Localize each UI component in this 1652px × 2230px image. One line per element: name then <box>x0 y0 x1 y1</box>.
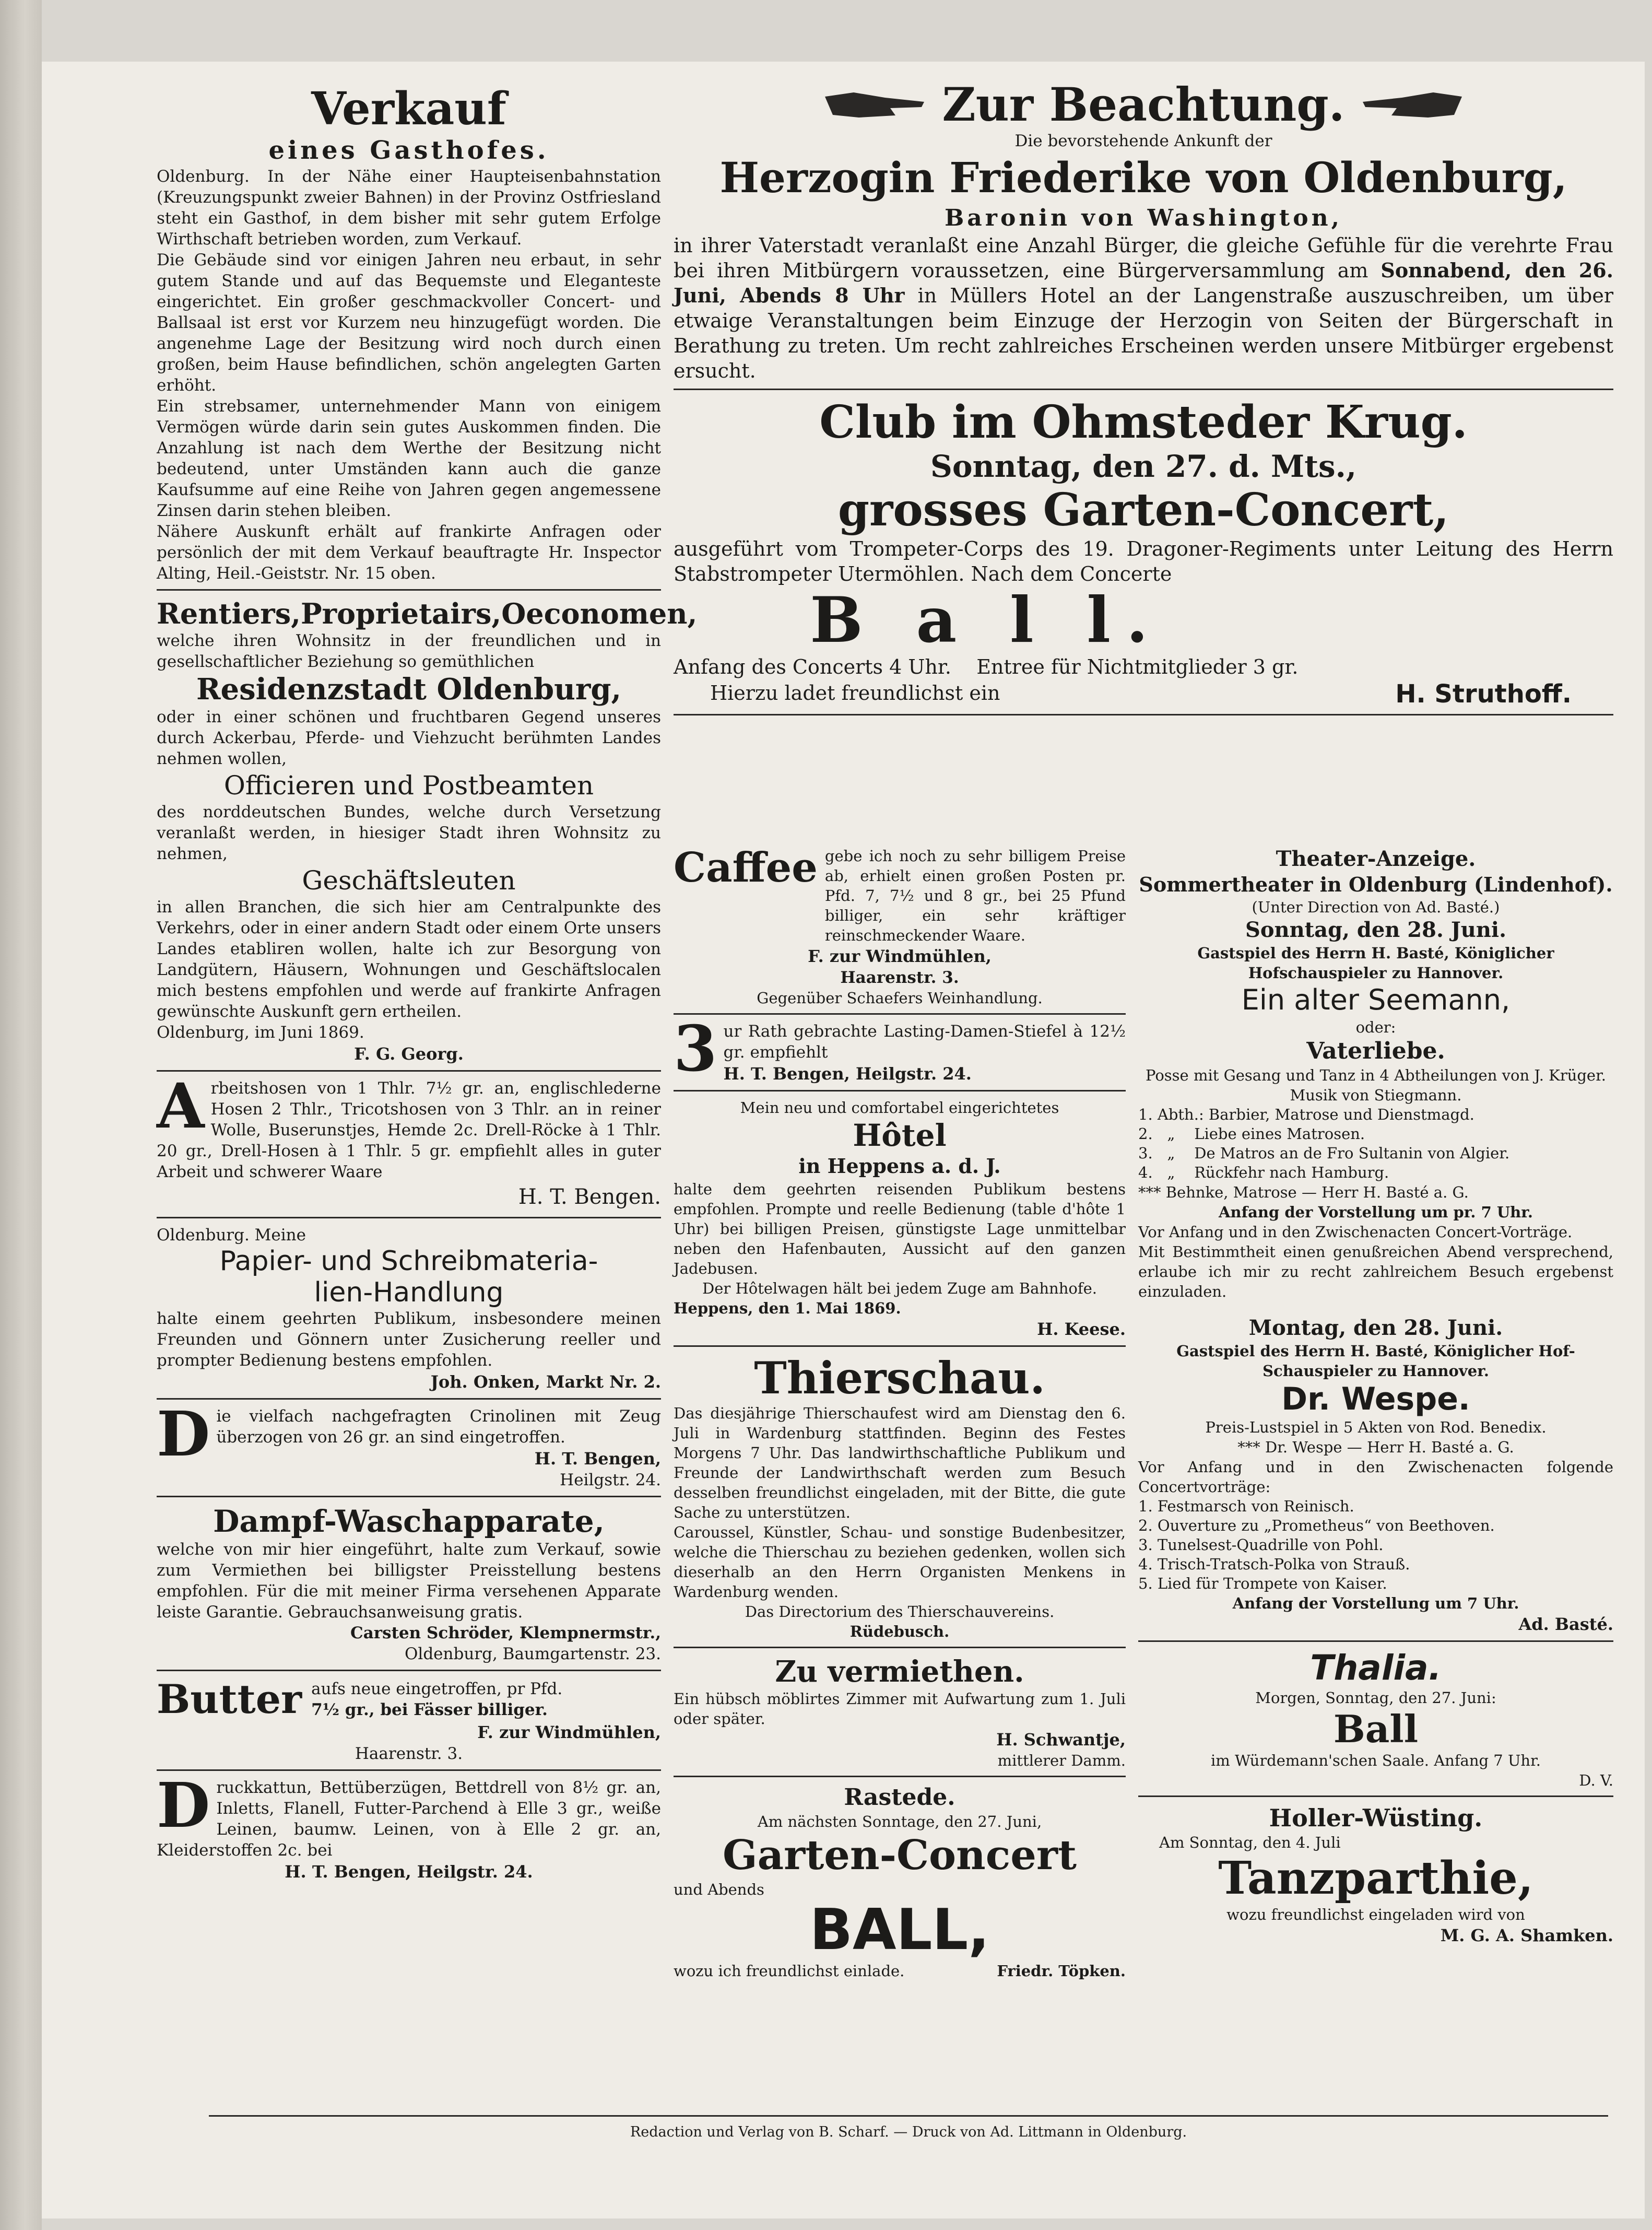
ad-dampf <box>157 1504 661 1664</box>
ad-text: Anfang der Vorstellung um 7 Uhr. <box>1232 1594 1519 1612</box>
ad-text: im Würdemann'schen Saale. Anfang 7 Uhr. <box>1211 1752 1541 1769</box>
divider <box>157 1398 661 1400</box>
ad-text: Der Hôtelwagen hält bei jedem Zuge am Bahnhofe. <box>702 1280 1097 1297</box>
ad-heading: Ball <box>1333 1707 1419 1751</box>
ad-druckkattun <box>157 1769 661 1883</box>
ad-text: Anfang der Vorstellung um pr. 7 Uhr. <box>1219 1203 1533 1221</box>
ad-title: Hôtel <box>853 1118 947 1153</box>
ad-address: Oldenburg, Baumgartenstr. 23. <box>405 1645 661 1663</box>
pointing-hand-left-icon <box>1360 86 1465 123</box>
ad-text: Mit Bestimmtheit einen genußreichen Abend versprechend, erlaube ich mir zu recht zahlreichem Besuch ergebenst einzuladen. <box>1138 1243 1613 1300</box>
divider <box>1138 1795 1613 1797</box>
ad-signature: H. T. Bengen, Heilgstr. 24. <box>723 1064 972 1084</box>
ad-text: in allen Branchen, die sich hier am Centralpunkte des Verkehrs, oder in einer andern Stadt oder einem Orte unsers Landes etabliren wollen, halte ich zur Besorgung von Landgütern, Häusern, Wohnungen und Geschäftslocalen mich bestens empfohlen und werde auf frankirte Anfragen gewünschte Auskunft gern ertheilen. <box>157 898 661 1021</box>
ad-heading: Vaterliebe. <box>1306 1038 1445 1064</box>
ad-text: wozu ich freundlichst einlade. <box>674 1962 905 1980</box>
ad-stiefel <box>674 1012 1126 1086</box>
drop-cap: 3 <box>674 1012 717 1086</box>
ad-address: Heilgstr. 24. <box>560 1471 661 1489</box>
ad-text: Die bevorstehende Ankunft der <box>1014 132 1272 150</box>
ad-date: Sonntag, den 27. d. Mts., <box>930 449 1357 484</box>
divider <box>674 1776 1126 1777</box>
ad-heading: grosses Garten-Concert, <box>837 484 1449 536</box>
ad-text: Gastspiel des Herrn H. Basté, Königlicher Hof-Schauspieler zu Hannover. <box>1176 1342 1575 1380</box>
ad-date: Sonnabend, den 26. Juni, Abends 8 Uhr <box>674 259 1613 307</box>
ad-text: Am nächsten Sonntage, den 27. Juni, <box>757 1813 1042 1830</box>
ad-butter <box>157 1677 661 1764</box>
ad-title: Papier- und Schreibmateria- <box>219 1246 598 1277</box>
list-item: 5. Lied für Trompete von Kaiser. <box>1138 1575 1387 1592</box>
ad-holler <box>1138 1803 1613 1946</box>
divider <box>674 1013 1126 1015</box>
ad-title: Caffee <box>674 844 818 891</box>
ad-arbeitshosen <box>157 1070 661 1212</box>
divider <box>157 1070 661 1072</box>
ad-text: wozu freundlichst eingeladen wird von <box>1226 1906 1525 1923</box>
ad-signature: H. T. Bengen. <box>518 1185 661 1209</box>
divider <box>674 1647 1126 1648</box>
ad-date: Montag, den 28. Juni. <box>1248 1316 1503 1340</box>
ad-rastede <box>674 1783 1126 1981</box>
ad-text: Das diesjährige Thierschaufest wird am Dienstag den 6. Juli in Wardenburg stattfinden. Beginn des Festes Morgens 7 Uhr. Das landwirthschaftliche Publikum und Freunde der Landwirthschaft werden zum Besuch desselben freundlichst eingeladen, mit der Bitte, die gute Sache zu unterstützen. <box>674 1404 1126 1521</box>
ad-text: oder: <box>1355 1018 1396 1036</box>
ad-heading: Geschäftsleuten <box>302 865 516 896</box>
ad-text: (Unter Direction von Ad. Basté.) <box>1252 898 1500 916</box>
ad-text: Gastspiel des Herrn H. Basté, Königlicher Hofschauspieler zu Hannover. <box>1197 944 1554 982</box>
ad-address: Haarenstr. 3. <box>355 1744 463 1763</box>
ad-heading: Tanzparthie, <box>1218 1852 1533 1905</box>
ad-title: Zu vermiethen. <box>775 1654 1024 1689</box>
ad-text: in Müllers Hotel an der Langenstraße auszuschreiben, um über etwaige Veranstaltungen beim Einzuge der Herzogin von Seiten der Bürgerschaft in Berathung zu treten. Um recht zahlreiches Erscheinen werden unsere Mitbürger ergebenst ersucht. <box>674 284 1613 382</box>
ad-title: Holler-Wüsting. <box>1269 1804 1483 1832</box>
ad-signature: H. Schwantje, <box>996 1730 1126 1750</box>
ad-theater <box>1138 846 1613 1635</box>
ad-thalia <box>1138 1648 1613 1790</box>
ad-address: Haarenstr. 3. <box>840 968 959 987</box>
ad-text: Nähere Auskunft erhält auf frankirte Anfragen oder persönlich der mit dem Verkauf beauftragte Hr. Inspector Alting, Heil.-Geiststr. Nr. 15 oben. <box>157 522 661 583</box>
ad-title: Butter <box>157 1676 302 1722</box>
divider <box>157 1217 661 1218</box>
ad-text: Das Directorium des Thierschauvereins. <box>745 1603 1055 1621</box>
ad-title: lien-Handlung <box>314 1277 504 1308</box>
ad-title: Verkauf <box>311 83 506 135</box>
divider <box>157 1769 661 1771</box>
ad-text: 7½ gr., bei Fässer billiger. <box>311 1700 548 1719</box>
ad-title: Thalia. <box>1310 1648 1442 1688</box>
ad-heading: Dr. Wespe. <box>1281 1381 1470 1417</box>
ad-signature: F. zur Windmühlen, <box>477 1722 661 1742</box>
ad-signature: Rüdebusch. <box>849 1623 950 1640</box>
ad-text: rbeitshosen von 1 Thlr. 7½ gr. an, englischlederne Hosen 2 Thlr., Tricotshosen von 3 Thlr. an in reiner Wolle, Buserunstjes, Hemde 2c. Drell-Röcke à 1 Thlr. 20 gr., Drell-Hosen à 1 Thlr. 5 gr. empfiehlt alles in guter Arbeit und schwerer Waare <box>157 1079 661 1181</box>
ad-signature: Joh. Onken, Markt Nr. 2. <box>430 1372 661 1392</box>
ad-address: Gegenüber Schaefers Weinhandlung. <box>757 989 1043 1007</box>
drop-cap: D <box>157 1769 210 1841</box>
ad-heading: BALL, <box>809 1897 990 1963</box>
ad-title: Zur Beachtung. <box>942 77 1345 132</box>
ad-heading: Ein alter Seemann, <box>1241 983 1511 1016</box>
program-list <box>1138 1497 1613 1593</box>
ad-text: Ein strebsamer, unternehmender Mann von einigem Vermögen würde darin sein gutes Auskommen finden. Die Anzahlung ist nach dem Werthe der Besitzung nicht bedeutend, unter Umständen kann auch die ganze Kaufsumme auf eine Reihe von Jahren gegen angemessene Zinsen darin stehen bleiben. <box>157 397 661 520</box>
ad-vermiethen <box>674 1654 1126 1770</box>
pointing-hand-right-icon <box>822 86 927 123</box>
divider <box>1138 1640 1613 1642</box>
ad-heading: Officieren und Postbeamten <box>223 770 594 801</box>
imprint-footer: Redaction und Verlag von B. Scharf. — Druck von Ad. Littmann in Oldenburg. <box>209 2115 1608 2140</box>
ad-text: *** Dr. Wespe — Herr H. Basté a. G. <box>1237 1438 1514 1456</box>
divider <box>157 1496 661 1497</box>
ad-signature: F. G. Georg. <box>354 1044 464 1064</box>
ad-thierschau <box>674 1353 1126 1641</box>
ad-text: Am Sonntag, den 4. Juli <box>1159 1834 1341 1851</box>
ad-text: halte dem geehrten reisenden Publikum bestens empfohlen. Prompte und reelle Bedienung (table d'hôte 1 Uhr) bei billigen Preisen, günstigste Lage unmittelbar neben den Hafenbauten, Aussicht auf den ganzen Jadebusen. <box>674 1180 1126 1277</box>
divider <box>674 389 1613 390</box>
ad-text: Posse mit Gesang und Tanz in 4 Abtheilungen von J. Krüger. Musik von Stiegmann. <box>1146 1066 1606 1104</box>
ad-text: *** Behnke, Matrose — Herr H. Basté a. G. <box>1138 1183 1469 1201</box>
ad-heading: B a l l. <box>810 583 1164 657</box>
ad-text: Morgen, Sonntag, den 27. Juni: <box>1255 1689 1496 1707</box>
ad-text: welche von mir hier eingeführt, halte zum Verkauf, sowie zum Vermiethen bei billigster Preisstellung bestens empfohlen. Für die mit meiner Firma versehenen Apparate leiste Garantie. Gebrauchsanweisung gratis. <box>157 1540 661 1622</box>
ad-crinolinen <box>157 1398 661 1490</box>
ad-signature: Friedr. Töpken. <box>997 1962 1126 1980</box>
ad-text: oder in einer schönen und fruchtbaren Gegend unseres durch Ackerbau, Pferde- und Viehzucht berühmten Landes nehmen wollen, <box>157 708 661 768</box>
ad-title: Theater-Anzeige. <box>1276 847 1476 871</box>
ad-signature: Carsten Schröder, Klempnermstr., <box>350 1624 661 1642</box>
ad-text: und Abends <box>674 1881 764 1898</box>
ad-title: Dampf-Waschapparate, <box>213 1504 605 1539</box>
drop-cap: D <box>157 1398 210 1470</box>
list-item: 2. Ouverture zu „Prometheus“ von Beethoven. <box>1138 1517 1495 1534</box>
ad-title: Rentiers,Proprietairs,Oeconomen, <box>157 597 698 630</box>
ad-signature: H. Struthoff. <box>1395 679 1572 709</box>
act-list <box>1138 1105 1613 1182</box>
ad-papier <box>157 1225 661 1393</box>
ad-title: Club im Ohmsteder Krug. <box>819 396 1468 449</box>
ad-subheading: Baronin von Washington, <box>945 205 1342 231</box>
ad-text: welche ihren Wohnsitz in der freundlichen und in gesellschaftlicher Beziehung so gemüthlichen <box>157 631 661 671</box>
ad-signature: F. zur Windmühlen, <box>808 946 992 966</box>
ad-text: Hierzu ladet freundlichst ein <box>710 682 1000 705</box>
ad-text: Die Gebäude sind vor einigen Jahren neu erbaut, in sehr gutem Stande und auf das Bequemste und Eleganteste eingerichtet. Ein großer geschmackvoller Concert- und Ballsaal ist erst vor Kurzem neu hinzugefügt worden. Die angenehme Lage der Besitzung wird noch durch einen großen, beim Hause befindlichen, schön angelegten Garten erhöht. <box>157 251 661 395</box>
list-item: 1. Abth.: Barbier, Matrose und Dienstmagd. <box>1138 1106 1474 1123</box>
ad-signature: H. T. Bengen, Heilgstr. 24. <box>285 1862 533 1882</box>
ad-text: Anfang des Concerts 4 Uhr. Entree für Nichtmitglieder 3 gr. <box>674 655 1299 678</box>
list-item: 1. Festmarsch von Reinisch. <box>1138 1497 1354 1515</box>
ad-heading: Herzogin Friederike von Oldenburg, <box>719 153 1567 202</box>
ad-signature: M. G. A. Shamken. <box>1440 1926 1613 1945</box>
ad-caffee <box>674 846 1126 1008</box>
ad-text: Ein hübsch möblirtes Zimmer mit Aufwartung zum 1. Juli oder später. <box>674 1690 1126 1728</box>
binding-gutter <box>0 0 42 2230</box>
ad-text: Oldenburg. Meine <box>157 1226 306 1245</box>
divider <box>157 1670 661 1671</box>
ad-text: in ihrer Vaterstadt veranlaßt eine Anzahl Bürger, die gleiche Gefühle für die verehrte Frau bei ihren Mitbürgern voraussetzen, eine Bürgerversammlung am <box>674 234 1613 282</box>
column-middle <box>674 846 1126 1984</box>
ad-text: aufs neue eingetroffen, pr Pfd. <box>311 1680 563 1698</box>
list-item: 3. Tunelsest-Quadrille von Pohl. <box>1138 1536 1384 1554</box>
divider <box>674 1090 1126 1091</box>
ad-hotel <box>674 1098 1126 1340</box>
ad-signature: Ad. Basté. <box>1518 1614 1613 1634</box>
column-right <box>1138 846 1613 1950</box>
ad-text: Caroussel, Künstler, Schau- und sonstige Budenbesitzer, welche die Thierschau zu beziehen gedenken, wollen sich dieserhalb an den Herrn Organisten Menkens in Wardenburg wenden. <box>674 1523 1126 1601</box>
ad-text: gebe ich noch zu sehr billigem Preise ab, erhielt einen großen Posten pr. Pfd. 7, 7½ und 8 gr., bei 25 Pfund billiger, ein sehr kräftiger reinschmeckender Waare. <box>824 847 1126 944</box>
ad-heading: Sommertheater in Oldenburg (Lindenhof). <box>1139 873 1613 896</box>
ad-text: Vor Anfang und in den Zwischenacten folgende Concertvorträge: <box>1138 1458 1613 1496</box>
drop-cap: A <box>157 1070 205 1142</box>
ad-date: Sonntag, den 28. Juni. <box>1245 918 1507 942</box>
ad-signature: D. V. <box>1579 1771 1613 1789</box>
ad-text: Oldenburg. In der Nähe einer Haupteisenbahnstation (Kreuzungspunkt zweier Bahnen) in der Provinz Ostfriesland steht ein Gasthof, in dem bisher mit sehr gutem Erfolge Wirthschaft betrieben worden, zum Verkauf. <box>157 167 661 249</box>
ad-address: mittlerer Damm. <box>997 1752 1126 1769</box>
list-item: 4. Trisch-Tratsch-Polka von Strauß. <box>1138 1555 1410 1573</box>
ad-text: ie vielfach nachgefragten Crinolinen mit Zeug überzogen von 26 gr. an sind eingetroffen. <box>216 1407 661 1447</box>
header-beachtung <box>674 78 1613 722</box>
ad-date: Oldenburg, im Juni 1869. <box>157 1023 364 1042</box>
ad-date: Heppens, den 1. Mai 1869. <box>674 1299 901 1317</box>
ad-verkauf <box>157 84 661 584</box>
ad-text: ruckkattun, Bettüberzügen, Bettdrell von 8½ gr. an, Inletts, Flanell, Futter-Parchend à Elle 3 gr., weiße Leinen, baumw. Leinen, von à Elle 2 gr. an, Kleiderstoffen 2c. bei <box>157 1778 661 1860</box>
ad-text: Mein neu und comfortabel eingerichtetes <box>740 1099 1059 1117</box>
ad-title: Rastede. <box>844 1784 955 1811</box>
ad-title: Thierschau. <box>754 1352 1045 1404</box>
ad-signature: H. T. Bengen, <box>534 1449 661 1469</box>
ad-subtitle: eines Gasthofes. <box>268 136 549 165</box>
ad-text: ur Rath gebrachte Lasting-Damen-Stiefel à 12½ gr. empfiehlt <box>723 1022 1126 1062</box>
list-item: 3. „ De Matros an de Fro Sultanin von Algier. <box>1138 1144 1510 1162</box>
column-left <box>157 83 698 1886</box>
list-item: 4. „ Rückfehr nach Hamburg. <box>1138 1164 1389 1181</box>
ad-heading: Residenzstadt Oldenburg, <box>196 672 622 707</box>
ad-subheading: in Heppens a. d. J. <box>798 1154 1001 1178</box>
ad-text: Preis-Lustspiel in 5 Akten von Rod. Benedix. <box>1205 1418 1547 1436</box>
divider <box>674 1345 1126 1347</box>
ad-text: halte einem geehrten Publikum, insbesondere meinen Freunden und Gönnern unter Zusicherung reeller und prompter Bedienung bestens empfohlen. <box>157 1309 661 1370</box>
ad-rentiers <box>157 597 698 1065</box>
divider <box>157 589 661 591</box>
list-item: 2. „ Liebe eines Matrosen. <box>1138 1125 1365 1143</box>
ad-signature: H. Keese. <box>1037 1319 1126 1339</box>
ad-text: Vor Anfang und in den Zwischenacten Concert-Vorträge. <box>1138 1223 1573 1241</box>
ad-text: des norddeutschen Bundes, welche durch Versetzung veranlaßt werden, in hiesiger Stadt ihren Wohnsitz zu nehmen, <box>157 803 661 863</box>
ad-text: ausgeführt vom Trompeter-Corps des 19. Dragoner-Regiments unter Leitung des Herrn Stabstrompeter Utermöhlen. Nach dem Concerte <box>674 537 1613 585</box>
ad-heading: Garten-Concert <box>722 1832 1077 1879</box>
divider <box>674 714 1613 715</box>
